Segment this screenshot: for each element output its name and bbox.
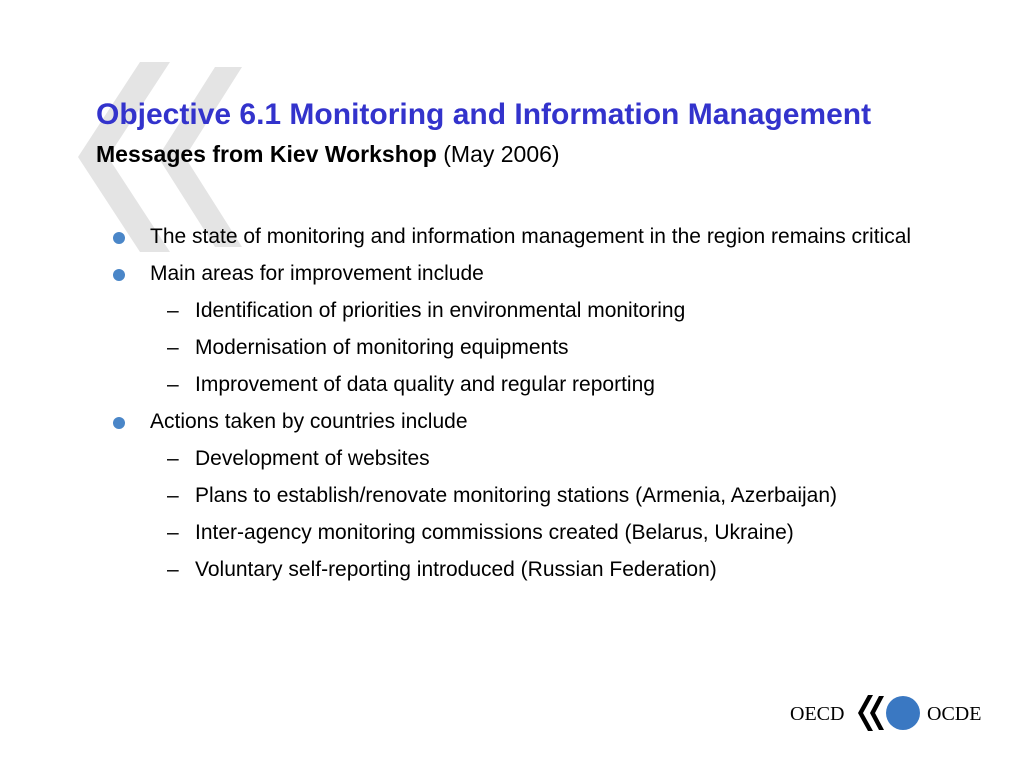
sub-bullet-item bbox=[110, 333, 930, 362]
sub-bullet-item bbox=[110, 370, 930, 399]
subtitle-date: (May 2006) bbox=[436, 141, 560, 167]
bullet-text: Actions taken by countries include bbox=[150, 410, 468, 433]
sub-bullet-text: Identification of priorities in environmental monitoring bbox=[195, 299, 686, 322]
oecd-circle-icon bbox=[886, 696, 920, 730]
sub-bullet-text: Improvement of data quality and regular reporting bbox=[195, 373, 655, 396]
sub-bullet-item bbox=[110, 444, 930, 473]
bullet-text: The state of monitoring and information management in the region remains critical bbox=[150, 225, 912, 248]
bullet-dot-icon bbox=[113, 232, 125, 244]
sub-bullet-item bbox=[110, 481, 930, 510]
bullet-item bbox=[110, 407, 930, 436]
logo-text-ocde: OCDE bbox=[927, 703, 982, 725]
oecd-logo bbox=[790, 694, 1000, 734]
bullet-list bbox=[110, 222, 930, 592]
sub-bullet-text: Plans to establish/renovate monitoring stations (Armenia, Azerbaijan) bbox=[195, 484, 837, 507]
bullet-dot-icon bbox=[113, 269, 125, 281]
sub-bullet-item bbox=[110, 555, 930, 584]
bullet-dot-icon bbox=[113, 417, 125, 429]
oecd-quote-icon bbox=[856, 695, 886, 731]
dash-icon: – bbox=[167, 299, 179, 322]
bullet-text: Main areas for improvement include bbox=[150, 262, 484, 285]
slide-title: Objective 6.1 Monitoring and Information Management bbox=[96, 98, 872, 131]
bullet-item bbox=[110, 222, 930, 251]
bullet-item bbox=[110, 259, 930, 288]
dash-icon: – bbox=[167, 521, 179, 544]
sub-bullet-text: Modernisation of monitoring equipments bbox=[195, 336, 569, 359]
subtitle-bold: Messages from Kiev Workshop bbox=[96, 141, 437, 167]
sub-bullet-text: Development of websites bbox=[195, 447, 430, 470]
sub-bullet-text: Inter-agency monitoring commissions created (Belarus, Ukraine) bbox=[195, 521, 794, 544]
logo-text-oecd: OECD bbox=[790, 703, 845, 725]
dash-icon: – bbox=[167, 558, 179, 581]
dash-icon: – bbox=[167, 373, 179, 396]
dash-icon: – bbox=[167, 484, 179, 507]
sub-bullet-item bbox=[110, 518, 930, 547]
dash-icon: – bbox=[167, 336, 179, 359]
slide-subtitle bbox=[96, 139, 560, 169]
dash-icon: – bbox=[167, 447, 179, 470]
sub-bullet-item bbox=[110, 296, 930, 325]
sub-bullet-text: Voluntary self-reporting introduced (Russian Federation) bbox=[195, 558, 717, 581]
